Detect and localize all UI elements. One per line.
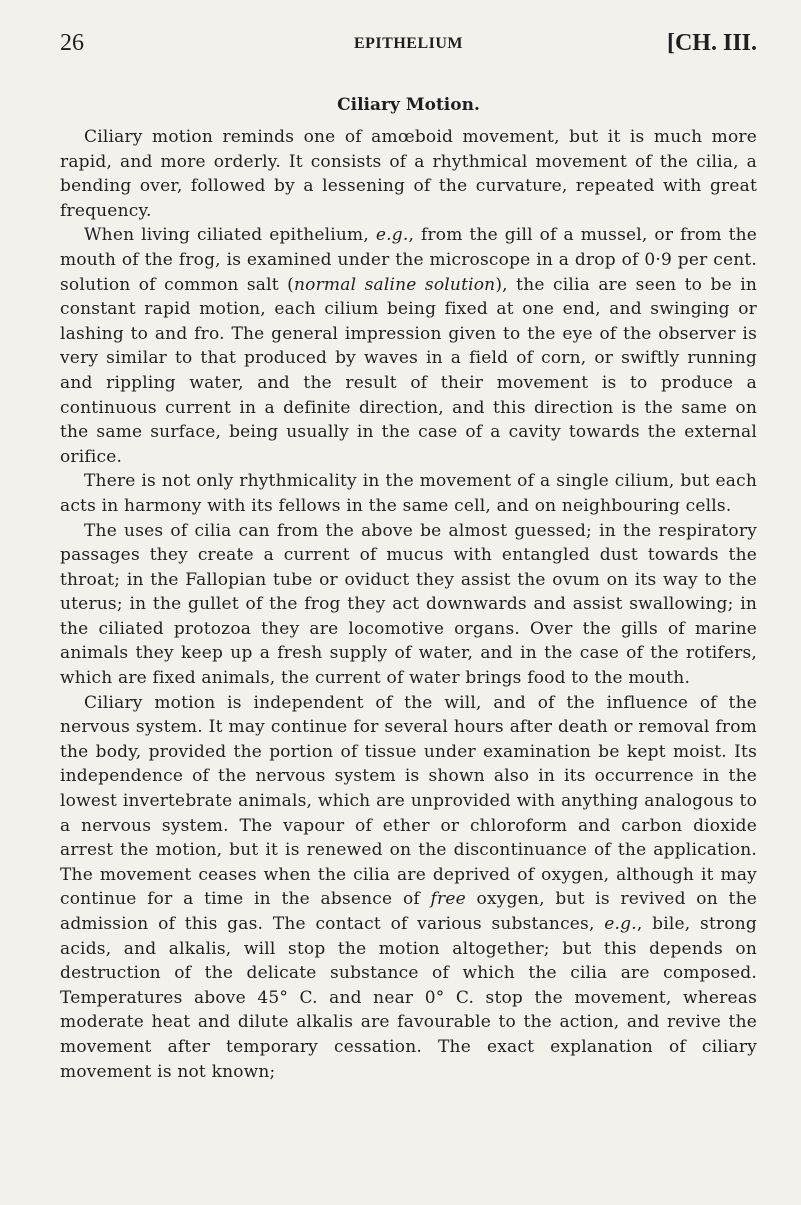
paragraph xyxy=(60,691,757,1085)
text-run: When living ciliated epithelium, xyxy=(84,225,376,246)
paragraph xyxy=(60,125,757,223)
body-text xyxy=(60,125,757,1084)
text-run: , from the gill of a mussel, or from the mouth of the frog, is examined under the microscope in a drop of 0·9 per cent. solution of common salt ( xyxy=(60,225,758,295)
running-head xyxy=(60,30,757,80)
running-title: EPITHELIUM xyxy=(353,35,463,52)
chapter-reference: [CH. III. xyxy=(666,30,757,56)
text-run: Ciliary motion is independent of the will, and of the influence of the nervous system. It may continue for several hours after death or removal from the body, provided the portion of tissue under examination be kept moist. Its independence of the nervous system is shown also in its occurrence in the lowest invertebrate animals, which are unprovided with anything analogous to a nervous system. The vapour of ether or chloroform and carbon dioxide arrest the motion, but it is renewed on the discontinuance of the application. The movement ceases when the cilia are deprived of oxygen, although it may continue for a time in the absence of xyxy=(60,692,757,910)
paragraph xyxy=(60,223,757,469)
text-run: oxygen, but is revived on the admission of this gas. The contact of various substances, xyxy=(60,889,757,934)
text-run: ), the cilia are seen to be in constant rapid motion, each cilium being fixed at one end, and swinging or lashing to and fro. The general impression given to the eye of the observer is very similar to that produced by waves in a field of corn, or swiftly running and rippling water, and the result of their movement is to produce a continuous current in a definite direction, and this direction is the same on the same surface, being usually in the case of a cavity towards the external orifice. xyxy=(60,274,758,467)
italic-text: free xyxy=(430,889,466,910)
paragraph xyxy=(60,469,757,518)
italic-text: normal saline solution xyxy=(294,274,496,295)
section-title: Ciliary Motion. xyxy=(337,95,480,115)
italic-text: e.g. xyxy=(375,225,409,246)
text-run: Ciliary motion reminds one of amœboid movement, but it is much more rapid, and more orderly. It consists of a rhythmical movement of the cilia, a bending over, followed by a lessening of the curvature, repeated with great frequency. xyxy=(60,127,757,221)
text-run: There is not only rhythmicality in the movement of a single cilium, but each acts in harmony with its fellows in the same cell, and on neighbouring cells. xyxy=(60,471,757,516)
text-run: , bile, strong acids, and alkalis, will stop the motion altogether; but this depends on destruction of the delicate substance of which the cilia are composed. Temperatures above 45° C. and near 0° C. stop the movement, whereas moderate heat and dilute alkalis are favourable to the action, and revive the movement after temporary cessation. The exact explanation of ciliary movement is not known; xyxy=(60,914,757,1082)
text-run: The uses of cilia can from the above be almost guessed; in the respiratory passages they create a current of mucus with entangled dust towards the throat; in the Fallopian tube or oviduct they assist the ovum on its way to the uterus; in the gullet of the frog they act downwards and assist swallowing; in the ciliated protozoa they are locomotive organs. Over the gills of marine animals they keep up a fresh supply of water, and in the case of the rotifers, which are fixed animals, the current of water brings food to the mouth. xyxy=(60,520,757,689)
paragraph xyxy=(60,519,757,691)
page-number: 26 xyxy=(60,30,84,56)
italic-text: e.g. xyxy=(604,914,637,934)
